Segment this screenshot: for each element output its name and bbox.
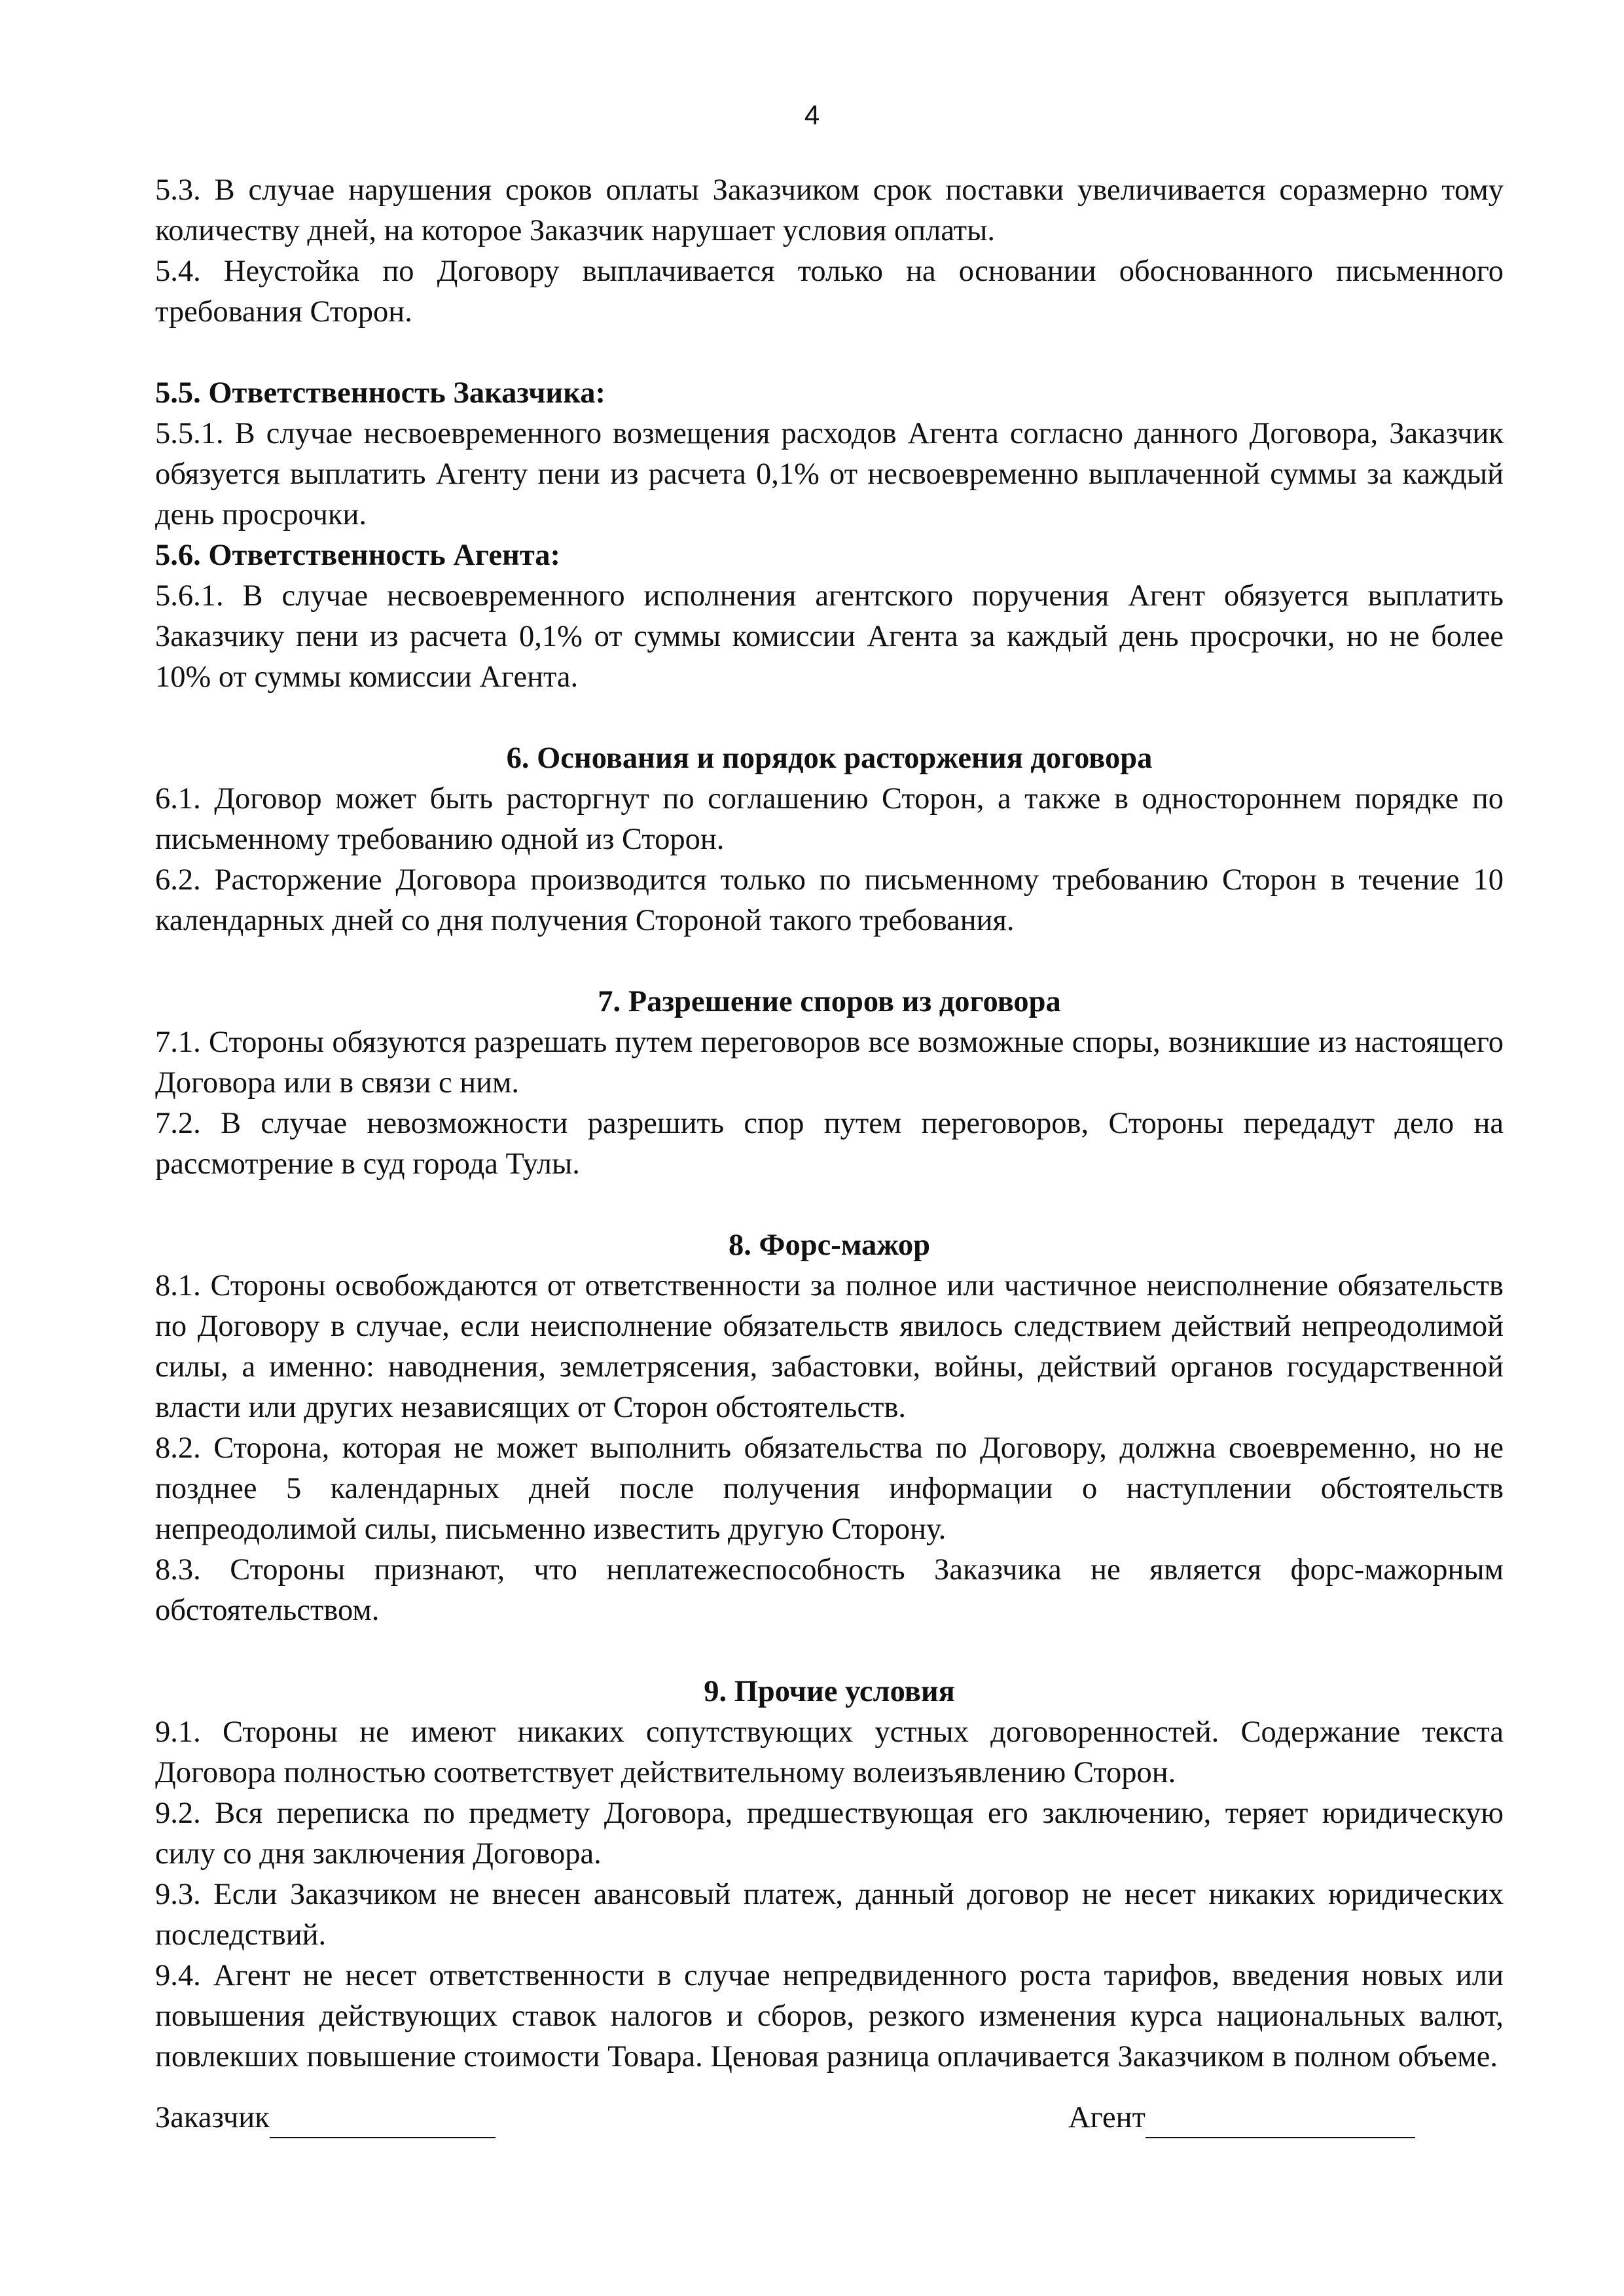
agent-signature-line: [1146, 2107, 1415, 2138]
clause-9-4: 9.4. Агент не несет ответственности в случае непредвиденного роста тарифов, введения новых или повышения действующих ставок налогов и сборов, резкого изменения курса национальных валют, повлекших повышение стоимости Товара. Ценовая разница оплачивается Заказчиком в полном объеме.: [155, 1959, 1504, 2073]
customer-signature: [155, 2098, 496, 2138]
agent-signature: [1068, 2098, 1415, 2138]
heading-section-9: 9. Прочие условия: [704, 1675, 955, 1708]
clause-5-3: 5.3. В случае нарушения сроков оплаты Заказчиком срок поставки увеличивается соразмерно тому количеству дней, на которое Заказчик нарушает условия оплаты.: [155, 173, 1504, 247]
page-number: 4: [804, 99, 820, 130]
clause-8-3: 8.3. Стороны признают, что неплатежеспособность Заказчика не является форс-мажорным обстоятельством.: [155, 1553, 1504, 1627]
clause-8-2: 8.2. Сторона, которая не может выполнить обязательства по Договору, должна своевременно, но не позднее 5 календарных дней после получения информации о наступлении обстоятельств непреодолимой силы, письменно известить другую Сторону.: [155, 1431, 1504, 1546]
heading-section-7: 7. Разрешение споров из договора: [598, 985, 1061, 1018]
clause-5-5-1: 5.5.1. В случае несвоевременного возмещения расходов Агента согласно данного Договора, Заказчик обязуется выплатить Агенту пени из расчета 0,1% от несвоевременно выплаченной суммы за каждый день просрочки.: [155, 417, 1504, 531]
clause-6-1: 6.1. Договор может быть расторгнут по соглашению Сторон, а также в одностороннем порядке по письменному требованию одной из Сторон.: [155, 782, 1504, 856]
clause-5-4: 5.4. Неустойка по Договору выплачивается только на основании обоснованного письменного требования Сторон.: [155, 255, 1504, 329]
clause-9-2: 9.2. Вся переписка по предмету Договора, предшествующая его заключению, теряет юридическую силу со дня заключения Договора.: [155, 1797, 1504, 1871]
clause-6-2: 6.2. Расторжение Договора производится только по письменному требованию Сторон в течение 10 календарных дней со дня получения Стороной такого требования.: [155, 863, 1504, 937]
customer-signature-label: Заказчик: [155, 2101, 270, 2134]
clause-8-1: 8.1. Стороны освобождаются от ответственности за полное или частичное неисполнение обязательств по Договору в случае, если неисполнение обязательств явилось следствием действий непреодолимой силы, а именно: наводнения, землетрясения, забастовки, войны, действий органов государственной власти или других независящих от Сторон обстоятельств.: [155, 1269, 1504, 1424]
signature-block: [155, 2098, 1504, 2144]
heading-section-6: 6. Основания и порядок расторжения договора: [506, 742, 1153, 775]
heading-section-8: 8. Форс-мажор: [729, 1229, 930, 1262]
agent-signature-label: Агент: [1068, 2101, 1146, 2134]
clause-9-1: 9.1. Стороны не имеют никаких сопутствующих устных договоренностей. Содержание текста Договора полностью соответствует действительному волеизъявлению Сторон.: [155, 1715, 1504, 1789]
document-body: [155, 170, 1504, 2077]
clause-7-2: 7.2. В случае невозможности разрешить спор путем переговоров, Стороны передадут дело на рассмотрение в суд города Тулы.: [155, 1107, 1504, 1181]
clause-9-3: 9.3. Если Заказчиком не внесен авансовый платеж, данный договор не несет никаких юридических последствий.: [155, 1878, 1504, 1952]
clause-7-1: 7.1. Стороны обязуются разрешать путем переговоров все возможные споры, возникшие из настоящего Договора или в связи с ним.: [155, 1026, 1504, 1100]
customer-signature-line: [270, 2107, 496, 2138]
heading-5-6: 5.6. Ответственность Агента:: [155, 539, 560, 572]
clause-5-6-1: 5.6.1. В случае несвоевременного исполнения агентского поручения Агент обязуется выплатить Заказчику пени из расчета 0,1% от суммы комиссии Агента за каждый день просрочки, но не более 10% от суммы комиссии Агента.: [155, 579, 1504, 694]
heading-5-5: 5.5. Ответственность Заказчика:: [155, 376, 606, 410]
